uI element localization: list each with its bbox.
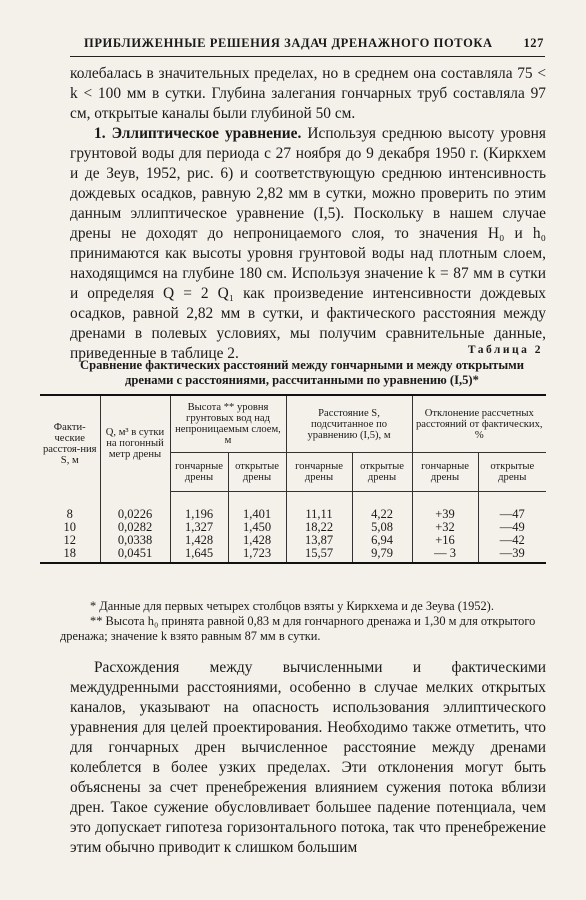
table-cell: 1,428	[228, 534, 286, 547]
section-heading: 1. Эллиптическое уравнение.	[94, 125, 302, 142]
header-water-height: Высота ** уровня грунтовых вод над непроницаемым слоем, м	[170, 395, 286, 453]
table-cell: —47	[478, 492, 546, 522]
table-cell: 1,723	[228, 547, 286, 563]
body-text-bottom	[70, 658, 546, 858]
header-discharge: Q, м³ в сутки на погонный метр дрены	[100, 395, 170, 492]
table-cell: —42	[478, 534, 546, 547]
subheader-clay-drains: гончарные дрены	[412, 453, 478, 492]
header-deviation: Отклонение рассчетных расстояний от фактических, %	[412, 395, 546, 453]
table-cell: —49	[478, 521, 546, 534]
table-cell: 12	[63, 533, 76, 547]
data-table-wrapper	[40, 394, 546, 564]
table-cell: 11,11	[286, 492, 352, 522]
page-header	[84, 36, 544, 51]
table-row	[40, 521, 546, 534]
paragraph-2-text: Используя среднюю высоту уровня грунтовой воды для периода с 27 ноября до 9 декабря 1950 г. (Киркхем и де Зеув, 1952, рис. 6) и соответствующую среднюю интенсивность дождевых осадков, равную 2,82 мм в сутки, можно проверить по этим данным эллиптическое уравнение (I,5). Поскольку в нашем случае дрены не доходят до непроницаемого слоя, то значения H₀ и h₀ принимаются как высоты уровня грунтовой воды над плотным слоем, находящимся на глубине 180 см. Используя значение k = 87 мм в сутки и определяя Q = 2 Q₁ как произведение интенсивности дождевых осадков, равной 2,82 мм в сутки, и фактического расстояния между дренами в полевых условиях, мы получим сравнительные данные, приведенные в таблице 2.	[70, 125, 546, 362]
table-cell: — 3	[412, 547, 478, 563]
table-cell: 0,0338	[100, 534, 170, 547]
table-cell: 1,327	[170, 521, 228, 534]
table-cell: 18	[40, 547, 100, 563]
footnote-2: ** Высота h₀ принята равной 0,83 м для гончарного дренажа и 1,30 м для открытого дренажа; значение k взято равным 87 мм в сутки.	[60, 614, 536, 643]
table-cell: 1,196	[170, 492, 228, 522]
table-cell: 6,94	[352, 534, 412, 547]
table-cell: 1,645	[170, 547, 228, 563]
table-caption: Сравнение фактических расстояний между гончарными и между открытыми дренами с расстояниями, рассчитанными по уравнению (I,5)*	[79, 358, 524, 387]
table-cell: +16	[412, 534, 478, 547]
subheader-open-drains: открытые дрены	[228, 453, 286, 492]
table-cell: 0,0282	[100, 521, 170, 534]
subheader-clay-drains: гончарные дрены	[170, 453, 228, 492]
table-cell: 1,401	[228, 492, 286, 522]
footnote-1: * Данные для первых четырех столбцов взяты у Киркхема и де Зеува (1952).	[90, 599, 494, 613]
header-calculated-distance: Расстояние S, подсчитанное по уравнению (I,5), м	[286, 395, 412, 453]
table-cell: 1,450	[228, 521, 286, 534]
table-footnotes	[60, 599, 546, 644]
data-table	[40, 394, 546, 564]
table-cell: 0,0226	[100, 492, 170, 522]
header-rule	[70, 56, 545, 57]
table-cell: +39	[412, 492, 478, 522]
table-cell: 15,57	[286, 547, 352, 563]
subheader-open-drains: открытые дрены	[352, 453, 412, 492]
table-row	[40, 492, 546, 522]
table-cell: 8	[66, 506, 73, 521]
paragraph-2	[70, 124, 546, 364]
body-text-top	[70, 64, 546, 364]
table-cell: 18,22	[286, 521, 352, 534]
table-cell: +32	[412, 521, 478, 534]
subheader-open-drains: открытые дрены	[478, 453, 546, 492]
running-title: ПРИБЛИЖЕННЫЕ РЕШЕНИЯ ЗАДАЧ ДРЕНАЖНОГО ПОТОКА	[84, 36, 493, 50]
table-cell: 13,87	[286, 534, 352, 547]
subheader-clay-drains: гончарные дрены	[286, 453, 352, 492]
table-row	[40, 547, 546, 563]
table-cell: 10	[63, 520, 76, 534]
table-cell: 0,0451	[100, 547, 170, 563]
table-cell: —39	[478, 547, 546, 563]
header-actual-distance: Факти-ческие расстоя-ния S, м	[40, 395, 100, 492]
table-cell: 9,79	[352, 547, 412, 563]
table-cell: 4,22	[352, 492, 412, 522]
table-cell: 5,08	[352, 521, 412, 534]
paragraph-1: колебалась в значительных пределах, но в среднем она составляла 75 < k < 100 мм в сутки. Глубина залегания гончарных труб составляла 97 см, открытые каналы были глубиной 50 см.	[70, 65, 546, 122]
table-row	[40, 534, 546, 547]
table-label: Таблица 2	[467, 344, 543, 356]
page-number: 127	[523, 36, 544, 50]
paragraph-3: Расхождения между вычисленными и фактическими междудренными расстояниями, особенно в случае мелких открытых каналов, указывают на опасность использования эллиптического уравнения для целей проектирования. Необходимо также отметить, что для гончарных дрен вычисленное расстояние между дренами колеблется в более узких пределах. Эти отклонения могут быть объяснены за счет пренебрежения влиянием сужения потока вблизи дрен. Такое сужение обусловливает большее падение потенциала, чем это допускает гипотеза горизонтального потока, так что пренебрежение этим обычно приводит к слишком большим	[70, 659, 546, 856]
table-cell: 1,428	[170, 534, 228, 547]
